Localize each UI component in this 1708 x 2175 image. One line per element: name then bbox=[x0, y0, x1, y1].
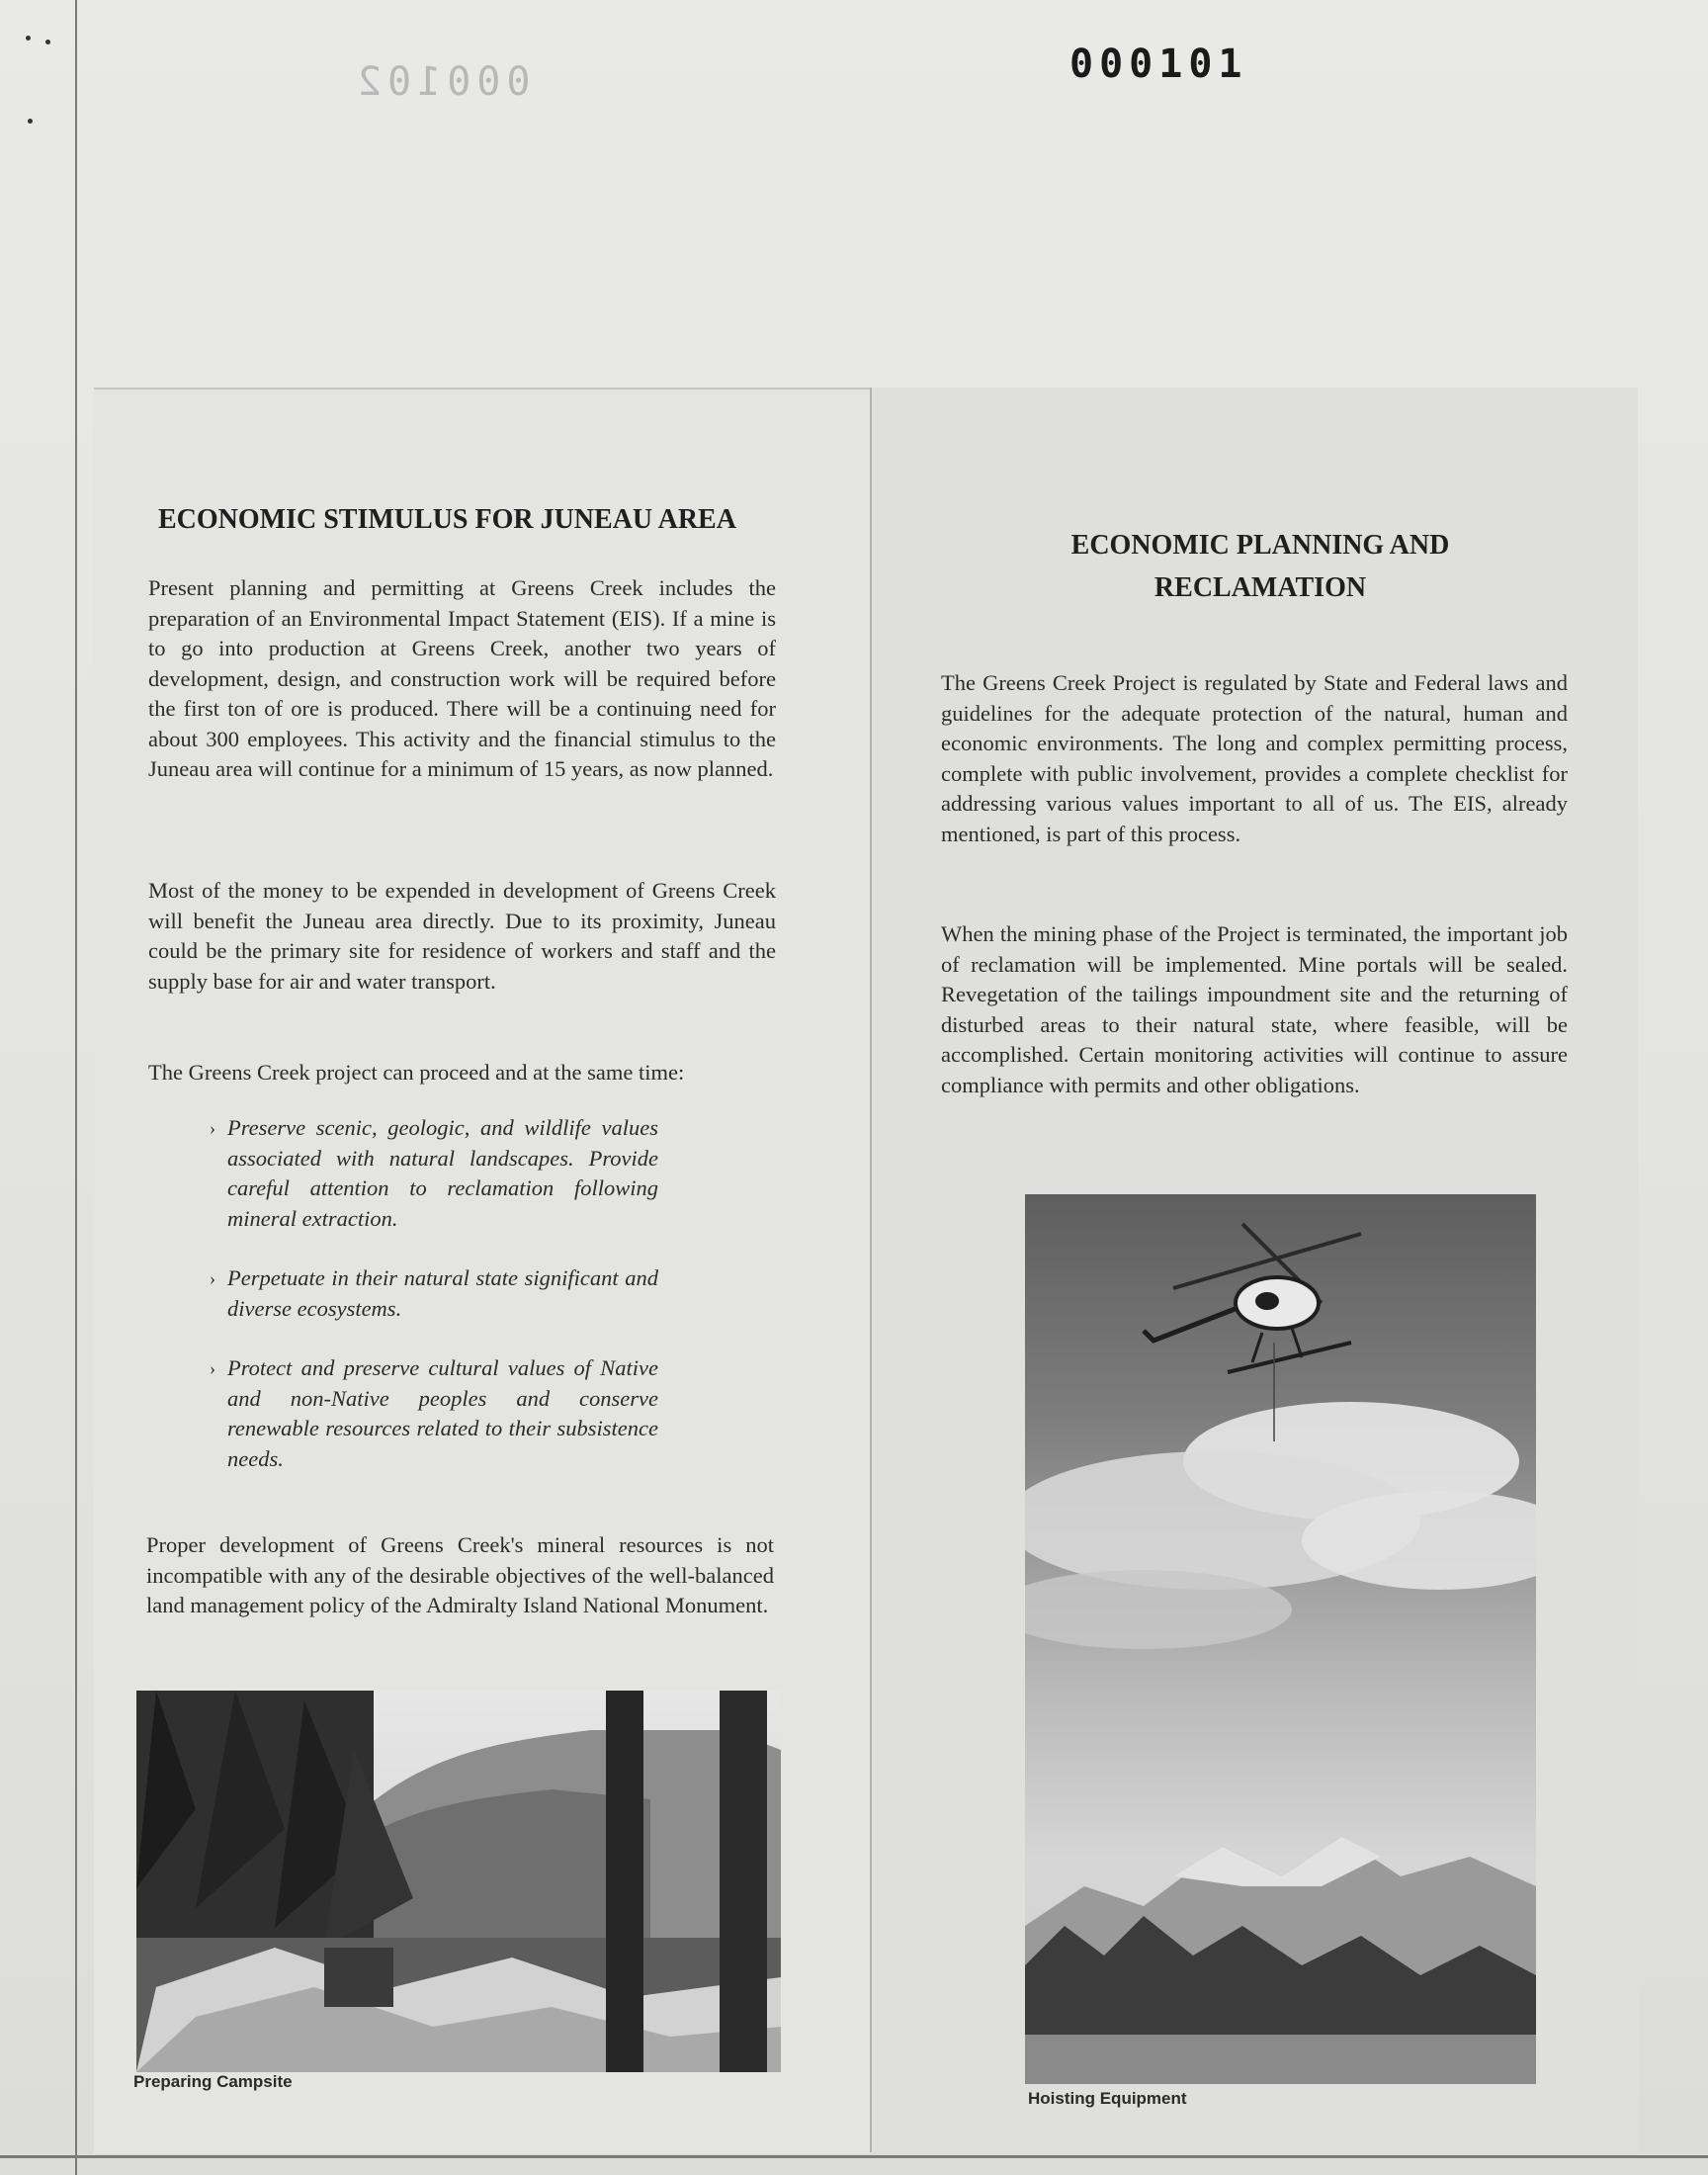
speck bbox=[28, 119, 33, 124]
objective-text: Preserve scenic, geologic, and wildlife values associated with natural landscapes. Provide careful attention to reclamation following mineral extraction. bbox=[227, 1115, 658, 1231]
left-paragraph: Present planning and permitting at Greens Creek includes the preparation of an Environmental Impact Statement (EIS). If a mine is to go into production at Greens Creek, another two years of development, design, and construction work will be required before the first ton of ore is produced. There will be a continuing need for about 300 employees. This activity and the financial stimulus to the Juneau area will continue for a minimum of 15 years, as now planned. bbox=[148, 575, 776, 781]
arrow-bullet-icon: › bbox=[210, 1118, 215, 1138]
right-paragraph: The Greens Creek Project is regulated by State and Federal laws and guidelines for the adequate protection of the natural, human and economic environments. The long and complex permitting process, complete with public involvement, provides a complete checklist for addressing various values important to all of us. The EIS, already mentioned, is part of this process. bbox=[941, 670, 1568, 846]
right-heading-line: ECONOMIC PLANNING AND bbox=[1070, 530, 1450, 561]
left-paragraph: The Greens Creek project can proceed and at the same time: bbox=[148, 1060, 685, 1085]
right-heading bbox=[988, 524, 1532, 609]
right-heading-line: RECLAMATION bbox=[1153, 572, 1367, 603]
objective-text: Perpetuate in their natural state significant and diverse ecosystems. bbox=[227, 1265, 658, 1321]
objective-text: Protect and preserve cultural values of Native and non-Native peoples and conserve renewable resources related to their subsistence needs. bbox=[227, 1355, 658, 1471]
campsite-caption: Preparing Campsite bbox=[133, 2072, 293, 2091]
page-bottom-line bbox=[0, 2155, 1708, 2158]
arrow-bullet-icon: › bbox=[210, 1358, 215, 1378]
arrow-bullet-icon: › bbox=[210, 1268, 215, 1288]
speck bbox=[26, 36, 31, 41]
helicopter-caption: Hoisting Equipment bbox=[1028, 2089, 1187, 2108]
left-paragraph: Most of the money to be expended in development of Greens Creek will benefit the Juneau area directly. Due to its proximity, Juneau could be the primary site for residence of workers and staff and the supply base for air and water transport. bbox=[148, 878, 776, 994]
right-paragraph: When the mining phase of the Project is terminated, the important job of reclamation will be implemented. Mine portals will be sealed. Revegetation of the tailings impoundment site and the returning of disturbed areas to their natural state, where feasible, will be accomplished. Certain monitoring activities will continue to assure compliance with permits and other obligations. bbox=[941, 921, 1568, 1097]
bleed-through-number: 000102 bbox=[352, 59, 531, 105]
left-heading: ECONOMIC STIMULUS FOR JUNEAU AREA bbox=[158, 504, 736, 535]
campsite-photo bbox=[136, 1691, 781, 2072]
speck bbox=[45, 40, 50, 44]
page-edge-line bbox=[75, 0, 77, 2175]
objective-item bbox=[208, 1353, 658, 1474]
helicopter-photo bbox=[1025, 1194, 1536, 2084]
objective-item bbox=[208, 1113, 658, 1234]
document-number: 000101 bbox=[1069, 42, 1248, 87]
left-closing-paragraph: Proper development of Greens Creek's mineral resources is not incompatible with any of the desirable objectives of the well-balanced land management policy of the Admiralty Island National Monument. bbox=[146, 1532, 774, 1617]
objectives-list bbox=[208, 1113, 658, 1474]
objective-item bbox=[208, 1263, 658, 1324]
